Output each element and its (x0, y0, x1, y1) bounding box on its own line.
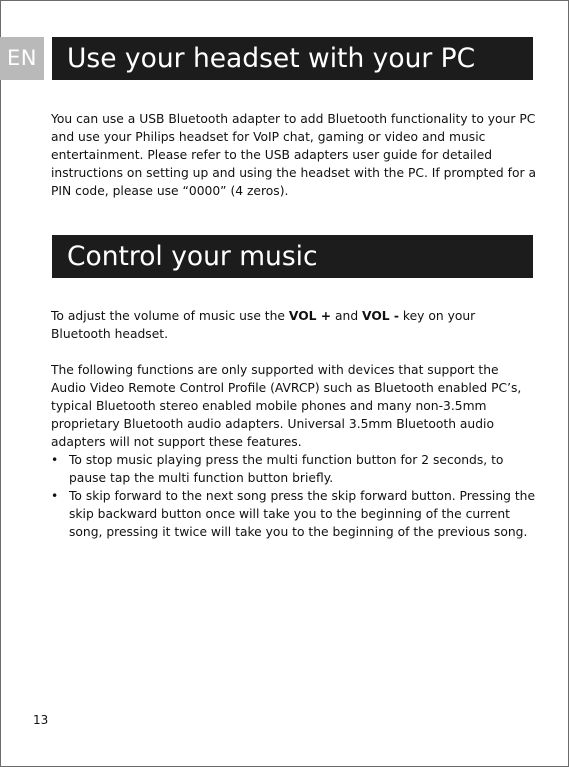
list-item (51, 487, 537, 541)
vol-plus-key-label: VOL + (288, 309, 332, 323)
list-item (51, 451, 537, 487)
bullet-text: To skip forward to the next song press the skip forward button. Pressing the skip backward button once will take you to the beginning of the current song, pressing it twice will take you to the beginning of the previous song. (69, 489, 536, 540)
bullet-icon: • (51, 453, 59, 467)
section-heading-pc: Use your headset with your PC (52, 37, 533, 80)
language-tab: EN (0, 37, 44, 80)
bullet-text: To stop music playing press the multi function button for 2 seconds, to pause tap the multi function button briefly. (69, 453, 504, 486)
vol-minus-key-label: VOL - (362, 309, 400, 323)
pc-usage-paragraph: You can use a USB Bluetooth adapter to add Bluetooth functionality to your PC and use your Philips headset for VoIP chat, gaming or video and music entertainment. Please refer to the USB adapters user guide for detailed instructions on setting up and using the headset with the PC. If prompted for a PIN code, please use “0000” (4 zeros). (51, 112, 536, 199)
avrcp-paragraph: The following functions are only supported with devices that support the Audio Video Remote Control Profile (AVRCP) such as Bluetooth enabled PC’s, typical Bluetooth stereo enabled mobile phones and many non-3.5mm proprietary Bluetooth audio adapters. Universal 3.5mm Bluetooth audio adapters will not support these features. (51, 363, 522, 450)
volume-text-and: and (331, 309, 363, 323)
volume-text-after: key on your Bluetooth headset. (51, 309, 476, 342)
volume-paragraph (51, 307, 537, 343)
volume-text-before: To adjust the volume of music use the (51, 309, 289, 323)
section-heading-music: Control your music (52, 235, 533, 278)
page-number: 13 (33, 713, 49, 727)
music-control-list (51, 451, 537, 541)
bullet-icon: • (51, 489, 59, 504)
